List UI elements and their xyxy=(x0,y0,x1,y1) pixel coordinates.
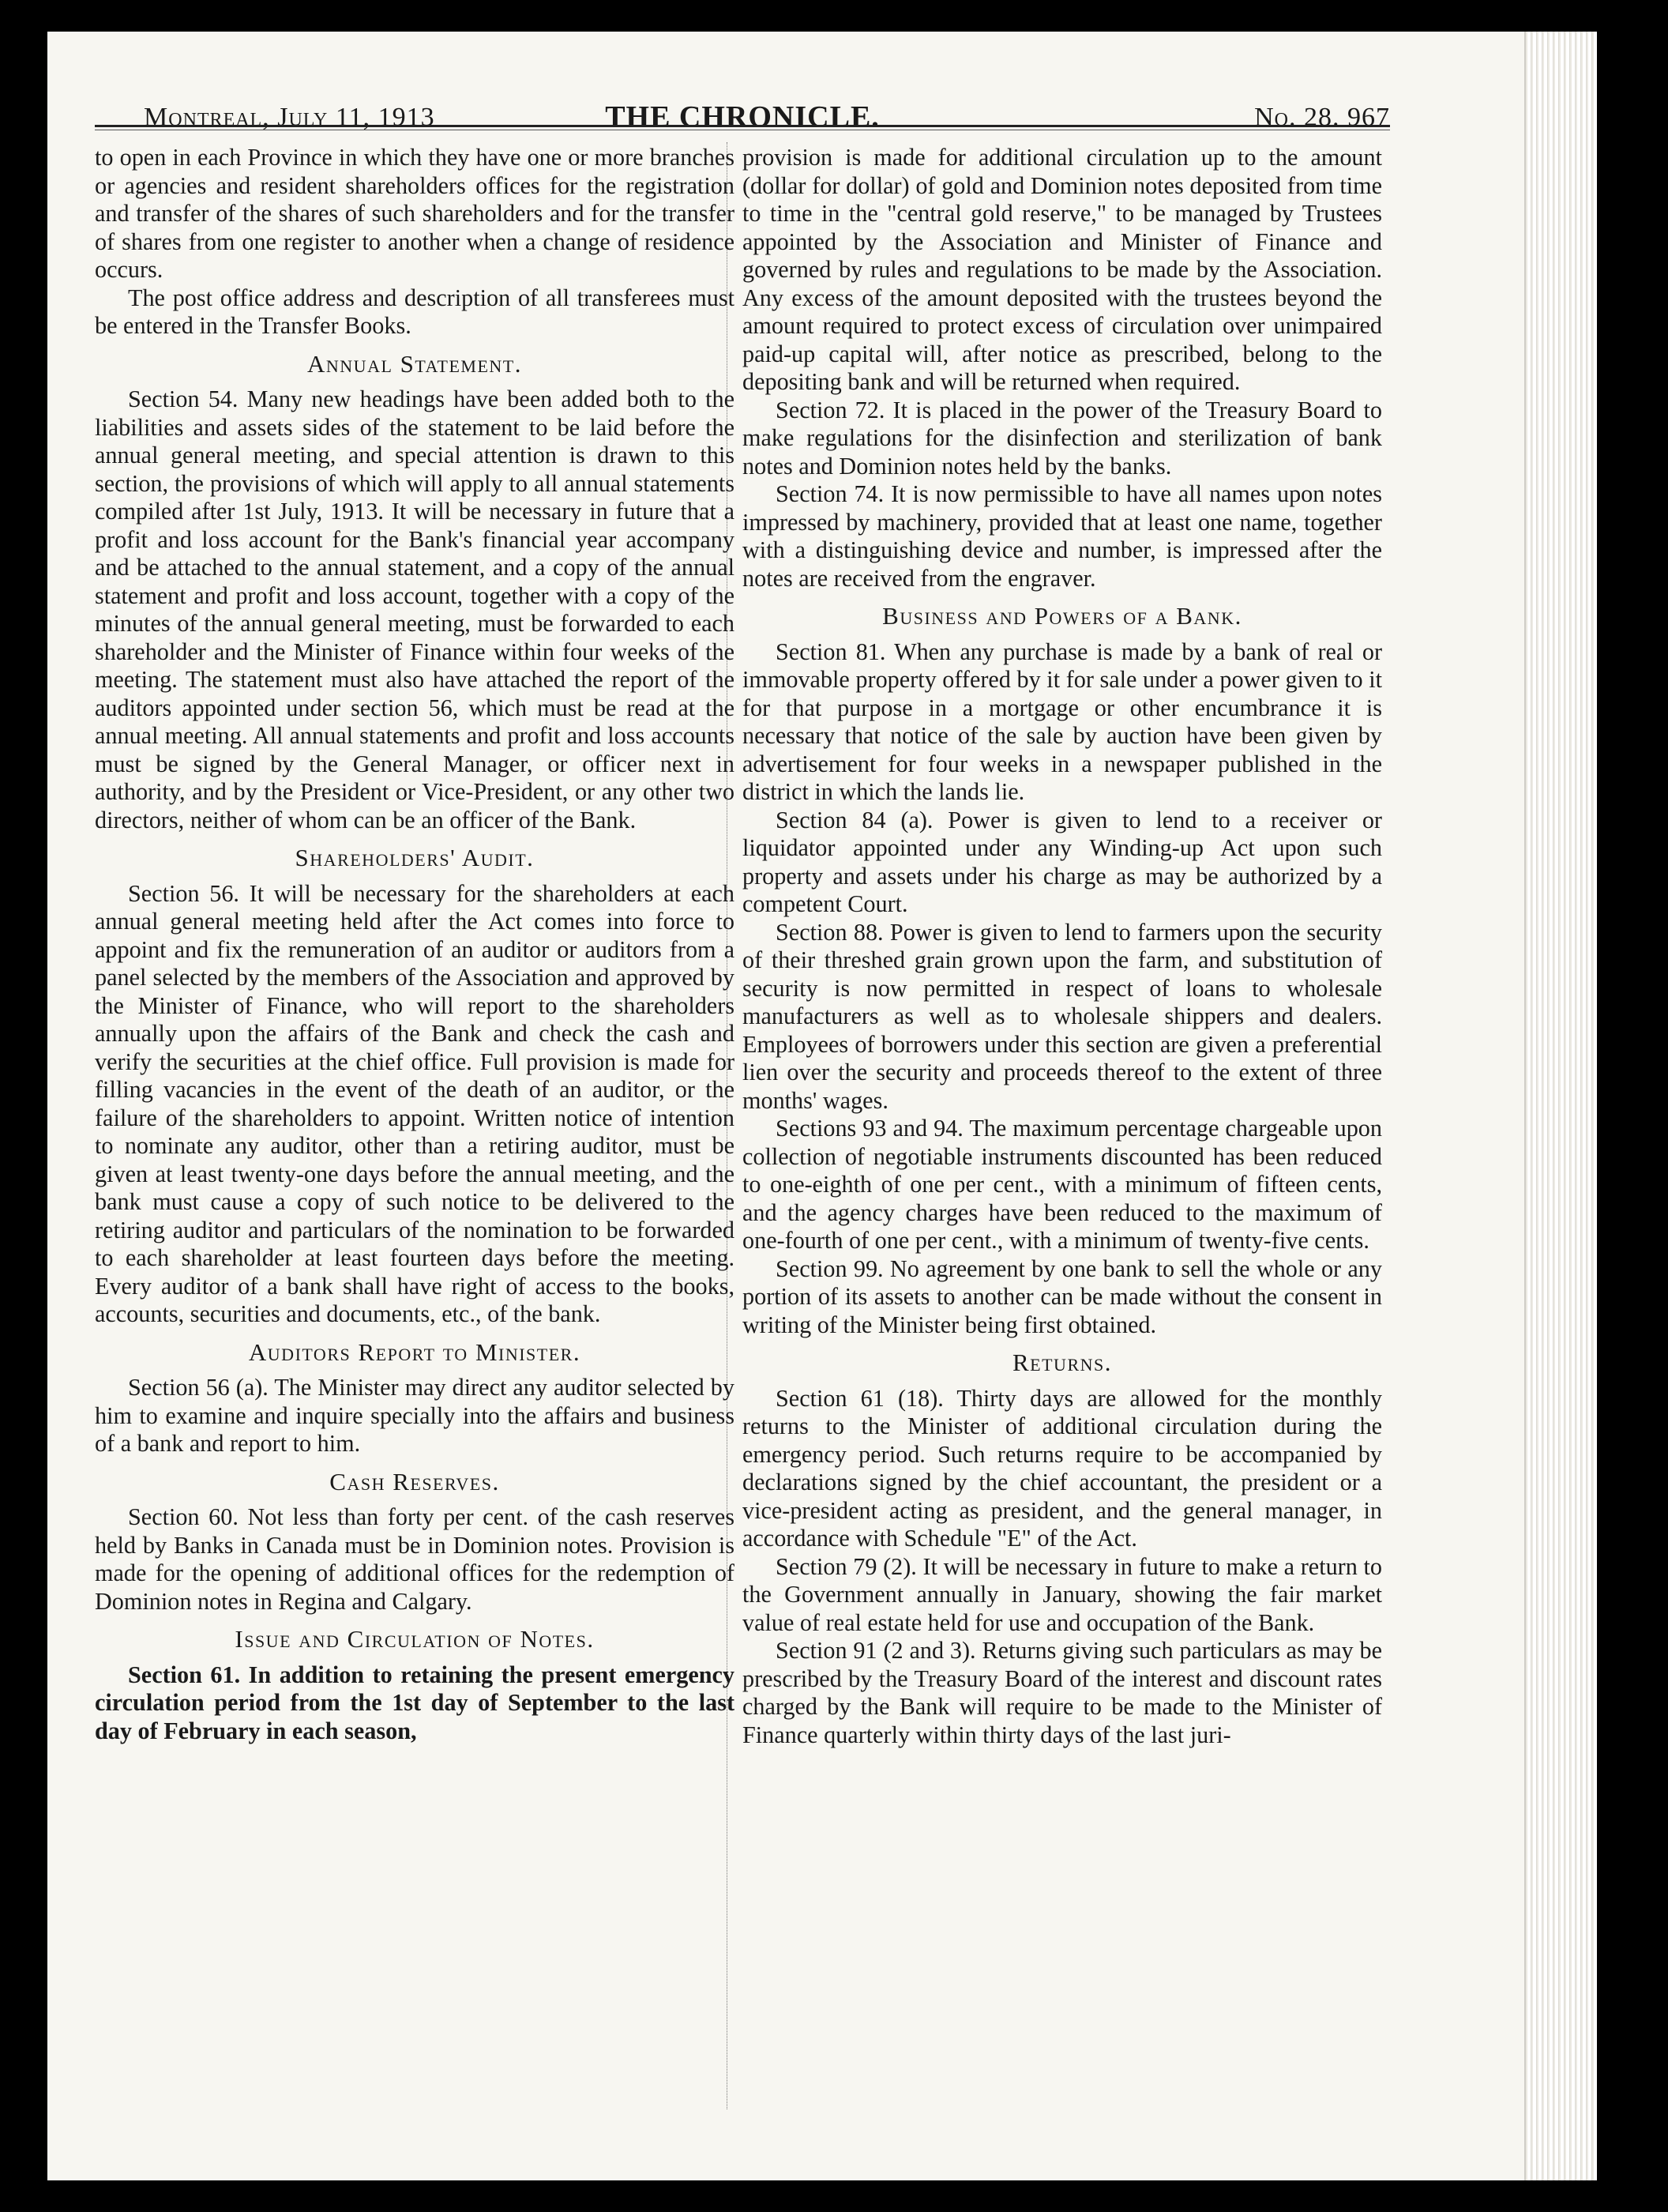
section-heading: Cash Reserves. xyxy=(329,1467,500,1495)
paragraph: Section 61. In addition to retaining the present emergency circulation period from the 1st day of September to the last day of February in each season, xyxy=(95,1661,734,1744)
paragraph: Section 61 (18). Thirty days are allowed for the monthly returns to the Minister of additional circulation during the emergency period. Such returns require to be accompanied by declarations signed by the chief accountant, the president or a vice-president acting as president, and the general manager, in accordance with Schedule "E" of the Act. xyxy=(742,1384,1382,1552)
paragraph: Section 79 (2). It will be necessary in future to make a return to the Government annually in January, showing the fair market value of real estate held for use and occupation of the Bank. xyxy=(742,1552,1382,1636)
paragraph: Section 81. When any purchase is made by a bank of real or immovable property offered by it for sale under a power given to it for that purpose in a mortgage or other encumbrance it is necessary that notice of the sale by auction have been given by advertisement for four weeks in a newspaper published in the district in which the lands lie. xyxy=(742,638,1382,805)
section-heading: Issue and Circulation of Notes. xyxy=(235,1625,595,1653)
paragraph: Section 54. Many new headings have been added both to the liabilities and assets sides of the statement to be laid before the annual general meeting, and special attention is drawn to this section, the provisions of which will apply to all annual statements compiled after 1st July, 1913. It will be necessary in future that a profit and loss account for the Bank's financial year accompany and be attached to the annual statement, and a copy of the annual statement and profit and loss account, together with a copy of the minutes of the annual general meeting, must be forwarded to each shareholder and the Minister of Finance within four weeks of the meeting. The statement must also have attached the report of the auditors appointed under section 56, which must be read at the annual meeting. All annual statements and profit and loss accounts must be signed by the General Manager, or officer next in authority, and by the President or Vice-President, or any other two directors, neither of whom can be an officer of the Bank. xyxy=(95,386,734,833)
paragraph: to open in each Province in which they have one or more branches or agencies and resident shareholders offices for the registration and transfer of the shares of such shareholders and for the transfer of shares from one register to another when a change of residence occurs. xyxy=(95,144,734,283)
paragraph: Section 88. Power is given to lend to farmers upon the security of their threshed grain grown upon the farm, and substitution of security is now permitted in respect of loans to wholesale manufacturers as well as to wholesale shippers and dealers. Employees of borrowers under this section are given a preferential lien over the security and proceeds thereof to the extent of three months' wages. xyxy=(742,918,1382,1114)
paragraph: Section 91 (2 and 3). Returns giving such particulars as may be prescribed by the Treasury Board of the interest and discount rates charged by the Bank will require to be made to the Minister of Finance quarterly within thirty days of the last juri- xyxy=(742,1637,1382,1748)
newspaper-page xyxy=(47,32,1597,2180)
paragraph: Section 72. It is placed in the power of the Treasury Board to make regulations for the disinfection and sterilization of bank notes and Dominion notes held by the banks. xyxy=(742,396,1382,480)
paragraph: provision is made for additional circulation up to the amount (dollar for dollar) of gold and Dominion notes deposited from time to time in the "central gold reserve," to be managed by Trustees appointed by the Association and Minister of Finance and governed by rules and regulations to be made by the Association. Any excess of the amount deposited with the trustees beyond the amount required to protect excess of circulation over unimpaired paid-up capital will, after notice as prescribed, belong to the depositing bank and will be returned when required. xyxy=(742,144,1382,395)
paragraph: The post office address and description of all transferees must be entered in the Transfer Books. xyxy=(95,284,734,339)
paragraph: Section 99. No agreement by one bank to sell the whole or any portion of its assets to another can be made without the consent in writing of the Minister being first obtained. xyxy=(742,1255,1382,1338)
paragraph: Section 74. It is now permissible to have all names upon notes impressed by machinery, provided that at least one name, together with a distinguishing device and number, is impressed after the notes are received from the engraver. xyxy=(742,480,1382,592)
paragraph: Section 56. It will be necessary for the shareholders at each annual general meeting held after the Act comes into force to appoint and fix the remuneration of an auditor or auditors from a panel selected by the members of the Association and approved by the Minister of Finance, who will report to the shareholders annually upon the affairs of the Bank and check the cash and verify the securities at the chief office. Full provision is made for filling vacancies in the event of the death of an auditor, or the failure of the shareholders to appoint. Written notice of intention to nominate any auditor, other than a retiring auditor, must be given at least twenty-one days before the annual meeting, and the bank must cause a copy of such notice to be delivered to the retiring auditor and particulars of the nomination to be forwarded to each shareholder at least fourteen days before the meeting. Every auditor of a bank shall have right of access to the books, accounts, securities and documents, etc., of the bank. xyxy=(95,879,734,1327)
header-rule xyxy=(95,125,1390,127)
section-heading: Shareholders' Audit. xyxy=(295,844,535,871)
paragraph: Section 60. Not less than forty per cent. of the cash reserves held by Banks in Canada must be in Dominion notes. Provision is made for the opening of additional offices for the redemption of Dominion notes in Regina and Calgary. xyxy=(95,1503,734,1615)
section-heading: Auditors Report to Minister. xyxy=(248,1337,581,1366)
header-dateline: Montreal, July 11, 1913 xyxy=(144,103,435,132)
paragraph: Section 84 (a). Power is given to lend to a receiver or liquidator appointed under any Winding-up Act upon such property and assets under his charge as may be authorized by a competent Court. xyxy=(742,806,1382,917)
right-column xyxy=(742,144,1382,1749)
paragraph: Sections 93 and 94. The maximum percentage chargeable upon collection of negotiable instruments discounted has been reduced to one-eighth of one per cent., with a minimum of fifteen cents, and the agency charges have been reduced to the maximum of one-fourth of one per cent., with a minimum of twenty-five cents. xyxy=(742,1115,1382,1254)
section-heading: Business and Powers of a Bank. xyxy=(882,602,1242,630)
header-title: THE CHRONICLE. xyxy=(605,100,880,134)
left-column xyxy=(95,144,734,1745)
paragraph: Section 56 (a). The Minister may direct any auditor selected by him to examine and inquire specially into the affairs and business of a bank and report to him. xyxy=(95,1374,734,1457)
section-heading: Annual Statement. xyxy=(307,349,522,378)
header-issue-page: No. 28. 967 xyxy=(1254,103,1390,132)
page-edge xyxy=(1524,32,1597,2180)
section-heading: Returns. xyxy=(1012,1349,1112,1376)
